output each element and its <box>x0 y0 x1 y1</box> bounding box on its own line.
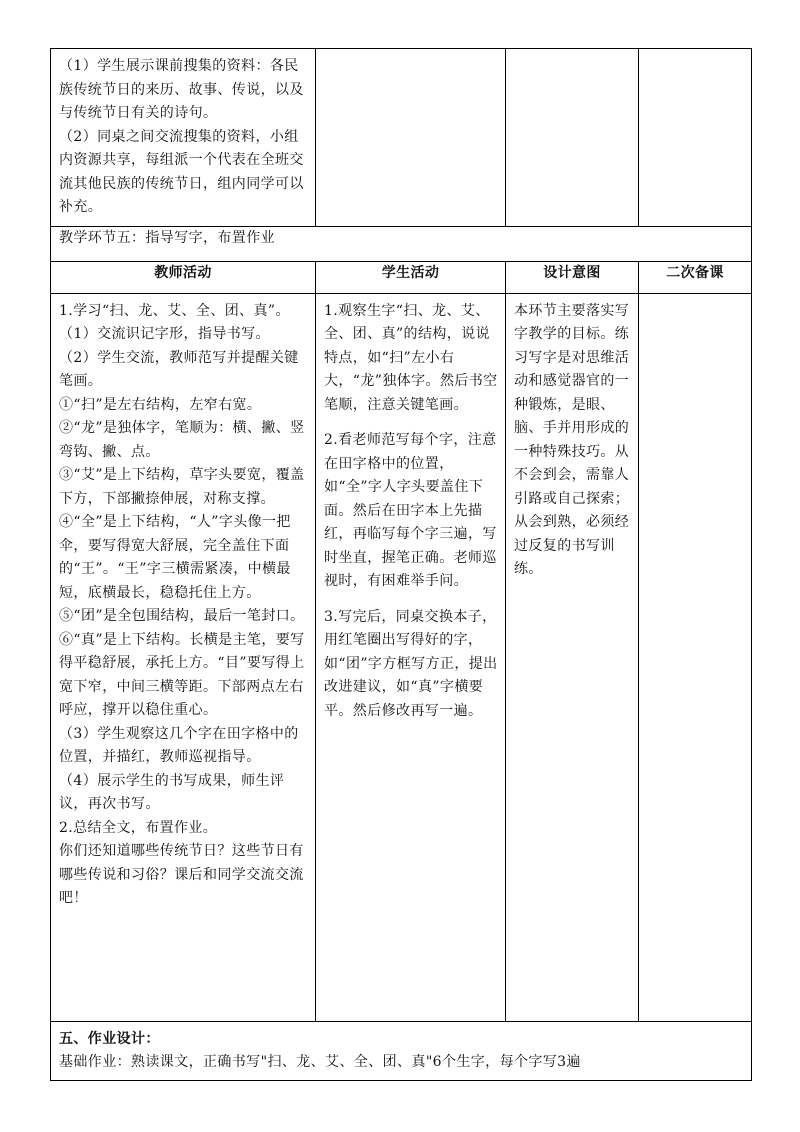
header-second: 二次备课 <box>639 261 752 293</box>
teacher-line-4: ①“扫”是左右结构，左窄右宽。 <box>59 396 262 413</box>
section5-cell <box>51 226 752 261</box>
top-teacher-para-1: （1）学生展示课前搜集的资料：各民族传统节日的来历、故事、传说，以及与传统节日有关的诗句。 <box>59 58 304 121</box>
homework-title: 五、作业设计： <box>59 1030 160 1047</box>
teacher-line-7: ④“全”是上下结构，“人”字头像一把伞，要写得宽大舒展，完全盖住下面的“王”。“王”字三横需紧凑，中横最短，底横最长，稳稳托住上方。 <box>59 514 291 601</box>
teacher-line-2: （1）交流识记字形，指导书写。 <box>59 326 270 342</box>
teacher-line-6: ③“艾”是上下结构，草字头要宽，覆盖下方，下部撇捺伸展，对称支撑。 <box>59 467 305 507</box>
homework-text: 基础作业：熟读课文，正确书写"扫、龙、艾、全、团、真"6个生字，每个字写3遍 <box>59 1054 581 1070</box>
top-second-cell <box>639 49 752 227</box>
main-student-cell <box>316 293 506 1021</box>
top-student-cell <box>316 49 506 227</box>
teacher-line-10: （3）学生观察这几个字在田字格中的位置，并描红，教师巡视指导。 <box>59 725 299 765</box>
main-intent-cell <box>506 293 639 1021</box>
teacher-line-8: ⑤“团”是全包围结构，最后一笔封口。 <box>59 608 305 624</box>
teacher-line-12: 2.总结全文，布置作业。 <box>59 819 218 836</box>
student-gap-1 <box>324 417 498 429</box>
lesson-plan-table <box>50 48 752 1081</box>
homework-row <box>51 1021 752 1080</box>
top-teacher-cell <box>51 49 316 227</box>
teacher-line-13: 你们还知道哪些传统节日？这些节日有哪些传说和习俗？课后和同学交流交流吧！ <box>59 843 304 906</box>
homework-cell <box>51 1021 752 1080</box>
teacher-line-3: （2）学生交流，教师范写并提醒关键笔画。 <box>59 349 299 389</box>
header-student: 学生活动 <box>316 261 506 293</box>
header-teacher: 教师活动 <box>51 261 316 293</box>
teacher-line-11: （4）展示学生的书写成果，师生评议，再次书写。 <box>59 772 285 812</box>
main-teacher-cell <box>51 293 316 1021</box>
header-row <box>51 261 752 293</box>
section5-row <box>51 226 752 261</box>
intent-text: 本环节主要落实写字教学的目标。练习写字是对思维活动和感觉器官的一种锻炼，是眼、脑、手并用形成的一种特殊技巧。从不会到会，需靠人引路或自己探索；从会到熟，必须经过反复的书写训练。 <box>514 302 630 577</box>
teacher-line-5: ②“龙”是独体字，笔顺为：横、撇、竖弯钩、撇、点。 <box>59 420 305 460</box>
student-gap-2 <box>324 594 498 606</box>
top-row <box>51 49 752 227</box>
student-para-2: 2.看老师范写每个字，注意在田字格中的位置，如“全”字人字头要盖住下面。然后在田字本上先描红，再临写每个字三遍，写时坐直，握笔正确。老师巡视时，有困难举手问。 <box>324 432 497 589</box>
main-second-cell <box>639 293 752 1021</box>
student-para-3: 3.写完后，同桌交换本子，用红笔圈出写得好的字，如“团”字方框写方正，提出改进建议，如“真”字横要平。然后修改再写一遍。 <box>324 608 498 719</box>
top-intent-cell <box>506 49 639 227</box>
teacher-line-9: ⑥“真”是上下结构。长横是主笔，要写得平稳舒展，承托上方。“目”要写得上宽下窄，中间三横等距。下部两点左右呼应，撑开以稳住重心。 <box>59 631 305 718</box>
top-teacher-para-2: （2）同桌之间交流搜集的资料，小组内资源共享，每组派一个代表在全班交流其他民族的传统节日，组内同学可以补充。 <box>59 128 304 215</box>
section5-title: 教学环节五：指导写字，布置作业 <box>59 229 275 246</box>
student-para-1: 1.观察生字“扫、龙、艾、全、团、真”的结构，说说特点，如“扫”左小右大，“龙”独体字。然后书空笔顺，注意关键笔画。 <box>324 302 498 413</box>
header-intent: 设计意图 <box>506 261 639 293</box>
teacher-line-1: 1.学习“扫、龙、艾、全、团、真”。 <box>59 302 290 319</box>
main-row <box>51 293 752 1021</box>
